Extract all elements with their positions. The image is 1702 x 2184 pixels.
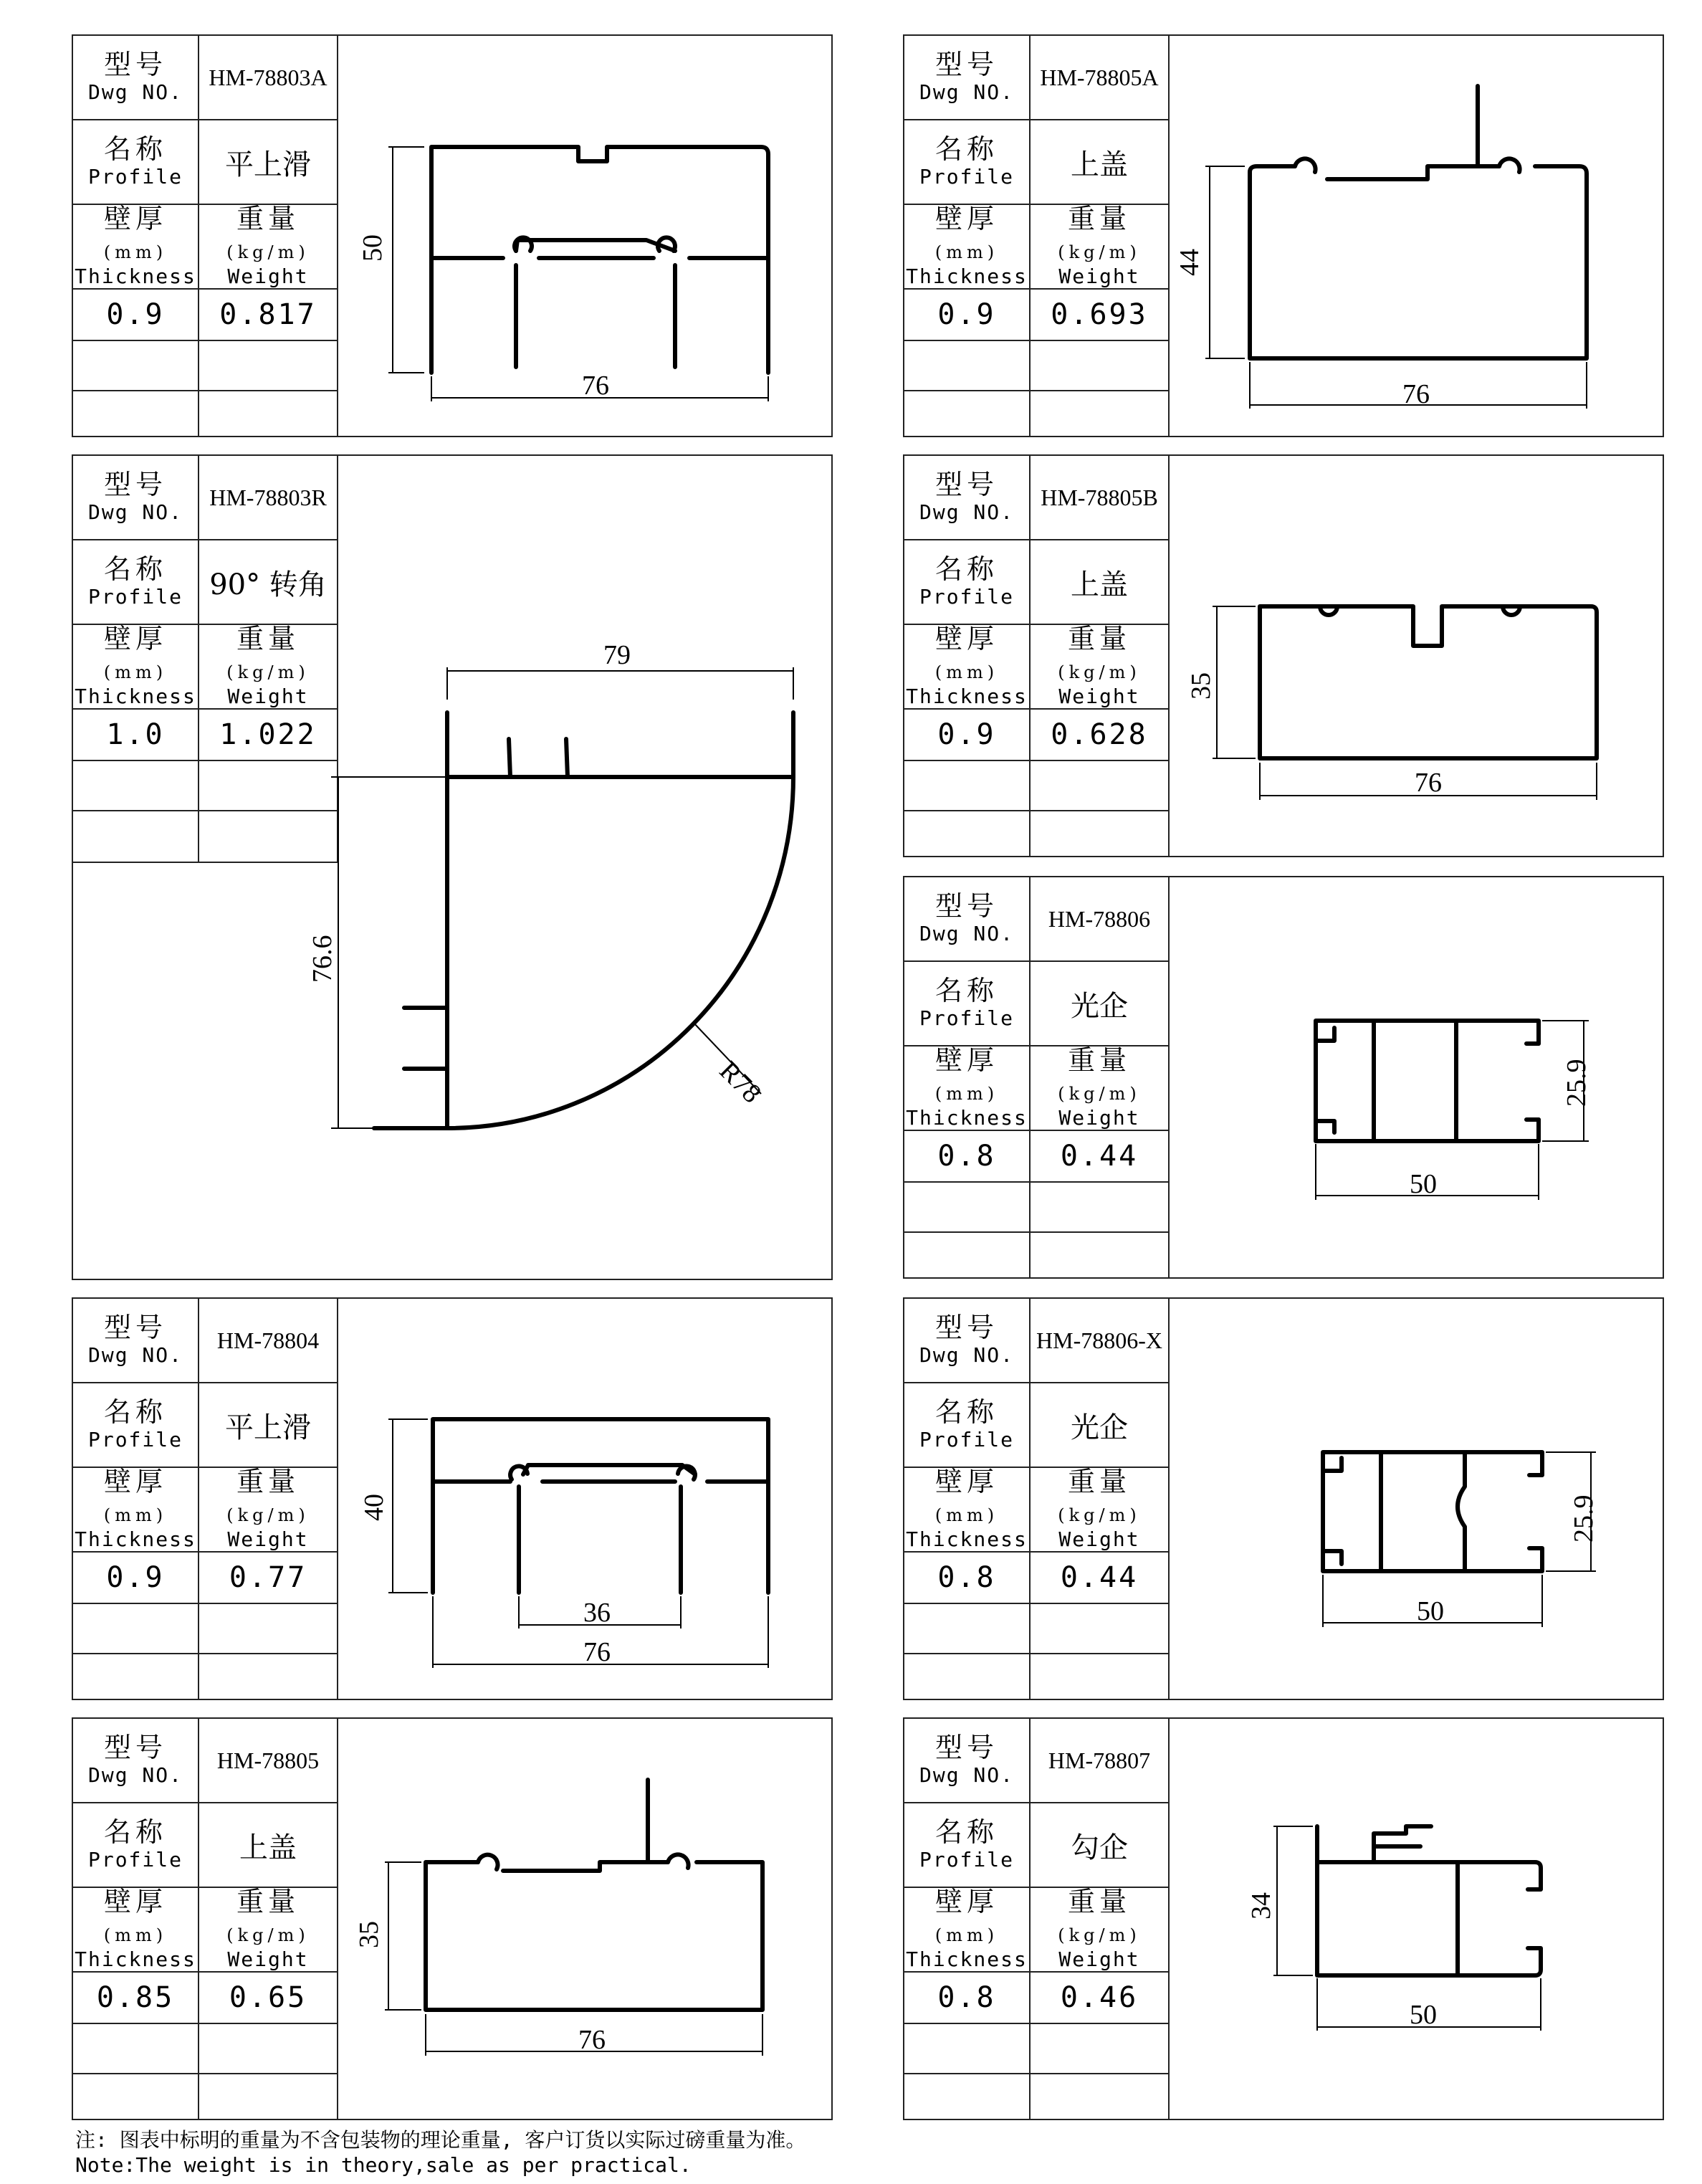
- model-label: 型号 Dwg NO.: [904, 1299, 1031, 1383]
- thickness-value: 0.8: [904, 1131, 1031, 1183]
- dimension-label: 50: [1410, 2000, 1437, 2030]
- profile-card-78806: [903, 876, 1664, 1279]
- thickness-label: 壁厚(mm) Thickness: [73, 1888, 199, 1973]
- model-label: 型号 Dwg NO.: [73, 1299, 199, 1383]
- model-value: HM-78804: [199, 1299, 338, 1383]
- profile-drawing: [73, 456, 834, 1282]
- dimension-label: R78: [713, 1055, 768, 1110]
- profile-value: 光企: [1031, 1383, 1170, 1468]
- model-label: 型号 Dwg NO.: [904, 36, 1031, 120]
- weight-label: 重量(kg/m) Weight: [1031, 1046, 1170, 1131]
- weight-value: 0.628: [1031, 710, 1170, 761]
- profile-label: 名称 Profile: [904, 962, 1031, 1046]
- profile-card-78805: [72, 1717, 833, 2120]
- profile-drawing: [73, 1299, 834, 1702]
- weight-value: 0.44: [1031, 1131, 1170, 1183]
- profile-card-78803A: [72, 34, 833, 437]
- dimension-label: 76.6: [307, 935, 338, 983]
- profile-value: 光企: [1031, 962, 1170, 1046]
- model-value: HM-78803A: [199, 36, 338, 120]
- profile-drawing: [904, 877, 1665, 1280]
- dimension-label: 34: [1246, 1892, 1276, 1920]
- thickness-value: 0.8: [904, 1973, 1031, 2024]
- profile-label: 名称 Profile: [904, 1383, 1031, 1468]
- thickness-label: 壁厚(mm) Thickness: [73, 625, 199, 710]
- thickness-value: 0.8: [904, 1553, 1031, 1604]
- model-label: 型号 Dwg NO.: [904, 456, 1031, 540]
- weight-label: 重量(kg/m) Weight: [1031, 205, 1170, 290]
- dimension-label: 25.9: [1562, 1059, 1592, 1107]
- profile-drawing: [904, 1719, 1665, 2122]
- dimension-label: 76: [583, 1637, 611, 1667]
- weight-value: 0.46: [1031, 1973, 1170, 2024]
- dimension-label: 40: [359, 1494, 389, 1521]
- model-value: HM-78806-X: [1031, 1299, 1170, 1383]
- dimension-label: 25.9: [1569, 1494, 1599, 1542]
- weight-label: 重量(kg/m) Weight: [199, 1888, 338, 1973]
- profile-value: 上盖: [199, 1803, 338, 1888]
- thickness-label: 壁厚(mm) Thickness: [904, 1046, 1031, 1131]
- note-zh: 注: 图表中标明的重量为不含包装物的理论重量, 客户订货以实际过磅重量为准。: [75, 2128, 806, 2152]
- thickness-label: 壁厚(mm) Thickness: [904, 1888, 1031, 1973]
- weight-label: 重量(kg/m) Weight: [1031, 1888, 1170, 1973]
- model-label: 型号 Dwg NO.: [73, 1719, 199, 1803]
- weight-label: 重量(kg/m) Weight: [199, 625, 338, 710]
- thickness-label: 壁厚(mm) Thickness: [73, 1468, 199, 1553]
- model-value: HM-78806: [1031, 877, 1170, 962]
- dimension-label: 50: [358, 234, 388, 262]
- model-value: HM-78803R: [199, 456, 338, 540]
- dimension-label: 76: [1402, 379, 1430, 409]
- thickness-value: 0.9: [904, 710, 1031, 761]
- weight-value: 1.022: [199, 710, 338, 761]
- profile-label: 名称 Profile: [73, 120, 199, 205]
- profile-value: 上盖: [1031, 120, 1170, 205]
- weight-value: 0.77: [199, 1553, 338, 1604]
- profile-value: 勾企: [1031, 1803, 1170, 1888]
- weight-label: 重量(kg/m) Weight: [199, 205, 338, 290]
- weight-value: 0.693: [1031, 290, 1170, 341]
- thickness-label: 壁厚(mm) Thickness: [73, 205, 199, 290]
- profile-label: 名称 Profile: [73, 1803, 199, 1888]
- thickness-value: 0.9: [73, 290, 199, 341]
- profile-value: 90° 转角: [199, 540, 338, 625]
- profile-card-78807: [903, 1717, 1664, 2120]
- profile-drawing: [73, 36, 834, 439]
- profile-label: 名称 Profile: [904, 1803, 1031, 1888]
- model-value: HM-78807: [1031, 1719, 1170, 1803]
- dimension-label: 36: [583, 1598, 611, 1628]
- profile-value: 平上滑: [199, 1383, 338, 1468]
- profile-drawing: [904, 36, 1665, 439]
- model-value: HM-78805: [199, 1719, 338, 1803]
- profile-label: 名称 Profile: [73, 540, 199, 625]
- dimension-label: 35: [354, 1921, 384, 1948]
- profile-drawing: [904, 1299, 1665, 1702]
- weight-label: 重量(kg/m) Weight: [1031, 625, 1170, 710]
- profile-label: 名称 Profile: [904, 540, 1031, 625]
- thickness-label: 壁厚(mm) Thickness: [904, 1468, 1031, 1553]
- profile-card-78804: [72, 1297, 833, 1700]
- model-label: 型号 Dwg NO.: [904, 1719, 1031, 1803]
- dimension-label: 76: [582, 371, 609, 401]
- weight-value: 0.65: [199, 1973, 338, 2024]
- weight-value: 0.44: [1031, 1553, 1170, 1604]
- thickness-value: 1.0: [73, 710, 199, 761]
- profile-drawing: [73, 1719, 834, 2122]
- profile-label: 名称 Profile: [904, 120, 1031, 205]
- profile-value: 平上滑: [199, 120, 338, 205]
- profile-label: 名称 Profile: [73, 1383, 199, 1468]
- profile-card-78806-X: [903, 1297, 1664, 1700]
- weight-value: 0.817: [199, 290, 338, 341]
- dimension-label: 76: [1415, 768, 1442, 798]
- profile-drawing: [904, 456, 1665, 859]
- model-value: HM-78805A: [1031, 36, 1170, 120]
- profile-card-78805A: [903, 34, 1664, 437]
- model-label: 型号 Dwg NO.: [73, 36, 199, 120]
- model-value: HM-78805B: [1031, 456, 1170, 540]
- dimension-label: 79: [603, 640, 631, 670]
- dimension-label: 76: [578, 2025, 606, 2055]
- thickness-value: 0.9: [904, 290, 1031, 341]
- weight-label: 重量(kg/m) Weight: [199, 1468, 338, 1553]
- dimension-label: 50: [1417, 1596, 1444, 1626]
- profile-card-78805B: [903, 454, 1664, 857]
- model-label: 型号 Dwg NO.: [73, 456, 199, 540]
- thickness-label: 壁厚(mm) Thickness: [904, 205, 1031, 290]
- thickness-value: 0.9: [73, 1553, 199, 1604]
- dimension-label: 50: [1410, 1169, 1437, 1199]
- note-en: Note:The weight is in theory,sale as per practical.: [75, 2153, 692, 2177]
- profile-card-78803R: [72, 454, 833, 1280]
- dimension-label: 35: [1186, 672, 1216, 700]
- model-label: 型号 Dwg NO.: [904, 877, 1031, 962]
- thickness-label: 壁厚(mm) Thickness: [904, 625, 1031, 710]
- profile-value: 上盖: [1031, 540, 1170, 625]
- dimension-label: 44: [1175, 249, 1205, 276]
- thickness-value: 0.85: [73, 1973, 199, 2024]
- weight-label: 重量(kg/m) Weight: [1031, 1468, 1170, 1553]
